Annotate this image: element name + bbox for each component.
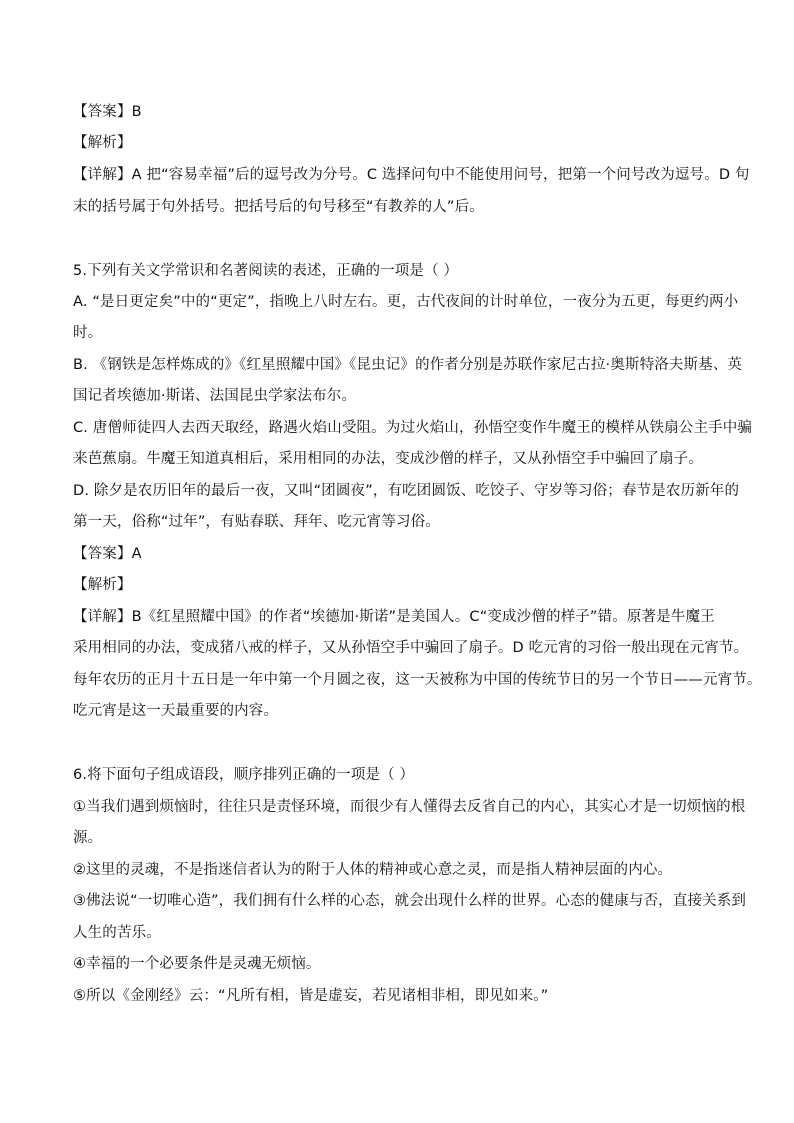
q4-detail-line-2: 末的括号属于句外括号。把括号后的句号移至“有教养的人”后。 [73,199,484,215]
q5-option-b-line-1: B. 《钢铁是怎样炼成的》《红星照耀中国》《昆虫记》的作者分别是苏联作家尼古拉·奥斯特洛夫斯基、英 [73,357,743,373]
q5-detail-line-4: 吃元宵是这一天最重要的内容。 [73,703,279,719]
q6-sentence-5: ⑤所以《金刚经》云：“凡所有相，皆是虚妄，若见诸相非相，即见如来。” [73,988,549,1004]
q6-sentence-2: ②这里的灵魂，不是指迷信者认为的附于人体的精神或心意之灵，而是指人精神层面的内心。 [73,862,673,878]
q5-option-d-line-2: 第一天，俗称“过年”，有贴春联、拜年、吃元宵等习俗。 [73,514,440,530]
q5-analysis-label: 【解析】 [73,577,132,593]
q5-option-a-line-2: 时。 [73,325,103,341]
q6-sentence-1-line-1: ①当我们遇到烦恼时，往往只是责怪环境，而很少有人懂得去反省自己的内心，其实心才是一切烦恼的根 [73,799,746,815]
q5-question: 5.下列有关文学常识和名著阅读的表述，正确的一项是（ ） [73,263,459,279]
q6-sentence-3-line-1: ③佛法说“一切唯心造”，我们拥有什么样的心态，就会出现什么样的世界。心态的健康与否，直接关系到 [73,893,747,909]
q6-sentence-1-line-2: 源。 [73,830,103,846]
q5-option-c-line-1: C. 唐僧师徒四人去西天取经，路遇火焰山受阻。为过火焰山，孙悟空变作牛魔王的模样从铁扇公主手中骗 [73,420,753,436]
q5-option-b-line-2: 国记者埃德加·斯诺、法国昆虫学家法布尔。 [73,388,357,404]
q5-option-d-line-1: D. 除夕是农历旧年的最后一夜，又叫“团圆夜”，有吃团圆饭、吃饺子、守岁等习俗；春节是农历新年的 [73,483,740,499]
q6-question: 6.将下面句子组成语段，顺序排列正确的一项是（ ） [73,767,415,783]
q5-answer: 【答案】A [73,546,142,562]
q5-option-c-line-2: 来芭蕉扇。牛魔王知道真相后，采用相同的办法，变成沙僧的样子，又从孙悟空手中骗回了扇子。 [73,451,703,467]
q6-sentence-3-line-2: 人生的苦乐。 [73,925,161,941]
q5-option-a-line-1: A. “是日更定矣”中的“更定”，指晚上八时左右。更，古代夜间的计时单位，一夜分为五更，每更约两小 [73,294,739,310]
q5-detail-line-1: 【详解】B《红星照耀中国》的作者“埃德加·斯诺”是美国人。C“变成沙僧的样子”错。原著是牛魔王 [73,609,715,625]
q5-detail-line-3: 每年农历的正月十五日是一年中第一个月圆之夜，这一天被称为中国的传统节日的另一个节日——元宵节。 [73,672,762,688]
q4-answer: 【答案】B [73,104,142,120]
q6-sentence-4: ④幸福的一个必要条件是灵魂无烦恼。 [73,956,321,972]
q4-analysis-label: 【解析】 [73,135,132,151]
q4-detail-line-1: 【详解】A 把“容易幸福”后的逗号改为分号。C 选择问句中不能使用问号，把第一个问号改为逗号。D 句 [73,167,750,183]
q5-detail-line-2: 采用相同的办法，变成猪八戒的样子，又从孙悟空手中骗回了扇子。D 吃元宵的习俗一般出现在元宵节。 [73,640,749,656]
